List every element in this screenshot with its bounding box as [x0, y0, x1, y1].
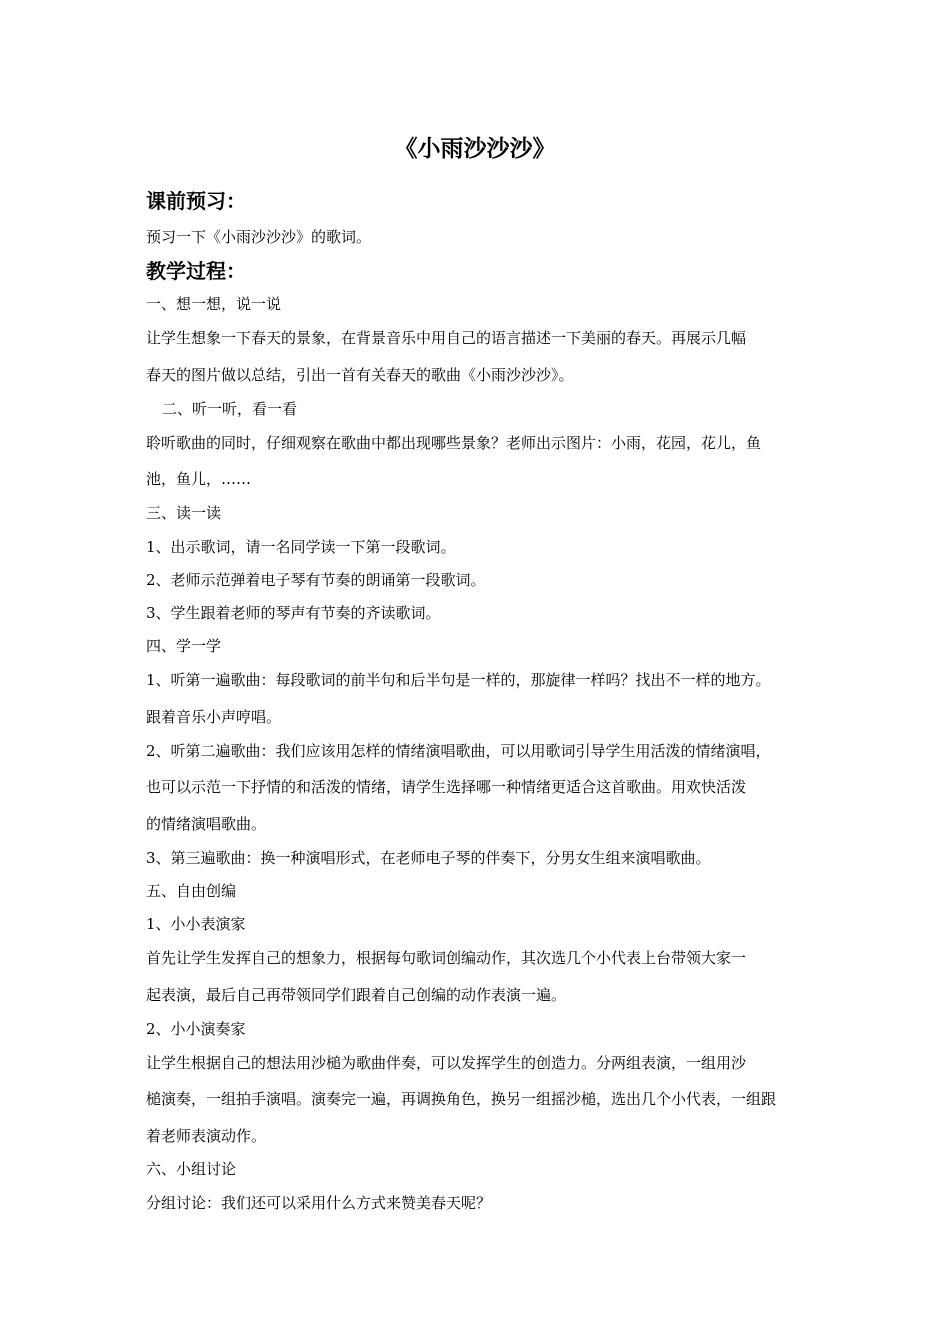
- section-heading: 三、读一读: [146, 504, 222, 522]
- paragraph-line: 跟着音乐小声哼唱。: [146, 708, 282, 726]
- section-heading: 二、听一听，看一看: [162, 400, 298, 418]
- paragraph-line: 让学生想象一下春天的景象，在背景音乐中用自己的语言描述一下美丽的春天。再展示几幅: [146, 329, 747, 347]
- section-heading: 五、自由创编: [146, 882, 237, 900]
- paragraph-line: 分组讨论：我们还可以采用什么方式来赞美春天呢？: [146, 1194, 492, 1212]
- paragraph-line: 槌演奏，一组拍手演唱。演奏完一遍，再调换角色，换另一组摇沙槌，选出几个小代表，一组跟: [146, 1090, 777, 1108]
- preview-text: 预习一下《小雨沙沙沙》的歌词。: [146, 228, 372, 246]
- paragraph-line: 着老师表演动作。: [146, 1127, 267, 1145]
- paragraph-line: 春天的图片做以总结，引出一首有关春天的歌曲《小雨沙沙沙》。: [146, 366, 574, 384]
- document-title: 《小雨沙沙沙》: [394, 136, 556, 162]
- section-heading: 一、想一想，说一说: [146, 295, 282, 313]
- section-heading: 四、学一学: [146, 637, 222, 655]
- list-item: 2、听第二遍歌曲：我们应该用怎样的情绪演唱歌曲，可以用歌词引导学生用活泼的情绪演唱，: [146, 742, 771, 760]
- paragraph-line: 首先让学生发挥自己的想象力，根据每句歌词创编动作，其次选几个小代表上台带领大家一: [146, 949, 747, 967]
- paragraph-line: 让学生根据自己的想法用沙槌为歌曲伴奏，可以发挥学生的创造力。分两组表演，一组用沙: [146, 1054, 747, 1072]
- paragraph-line: 的情绪演唱歌曲。: [146, 815, 267, 833]
- paragraph-line: 起表演，最后自己再带领同学们跟着自己创编的动作表演一遍。: [146, 986, 567, 1004]
- list-item: 1、听第一遍歌曲：每段歌词的前半句和后半句是一样的，那旋律一样吗？找出不一样的地方。: [146, 671, 771, 689]
- list-item: 2、老师示范弹着电子琴有节奏的朗诵第一段歌词。: [146, 571, 486, 589]
- paragraph-line: 聆听歌曲的同时，仔细观察在歌曲中都出现哪些景象？老师出示图片：小雨，花园，花儿，鱼: [146, 434, 762, 452]
- list-item: 2、小小演奏家: [146, 1020, 246, 1038]
- list-item: 1、出示歌词，请一名同学读一下第一段歌词。: [146, 538, 456, 556]
- preview-heading: 课前预习：: [146, 189, 246, 213]
- list-item: 3、第三遍歌曲：换一种演唱形式，在老师电子琴的伴奏下，分男女生组来演唱歌曲。: [146, 849, 711, 867]
- list-item: 3、学生跟着老师的琴声有节奏的齐读歌词。: [146, 604, 441, 622]
- paragraph-line: 池，鱼儿，……: [146, 470, 252, 488]
- process-heading: 教学过程：: [146, 259, 246, 283]
- section-heading: 六、小组讨论: [146, 1160, 237, 1178]
- list-item: 1、小小表演家: [146, 915, 246, 933]
- paragraph-line: 也可以示范一下抒情的和活泼的情绪，请学生选择哪一种情绪更适合这首歌曲。用欢快活泼: [146, 778, 747, 796]
